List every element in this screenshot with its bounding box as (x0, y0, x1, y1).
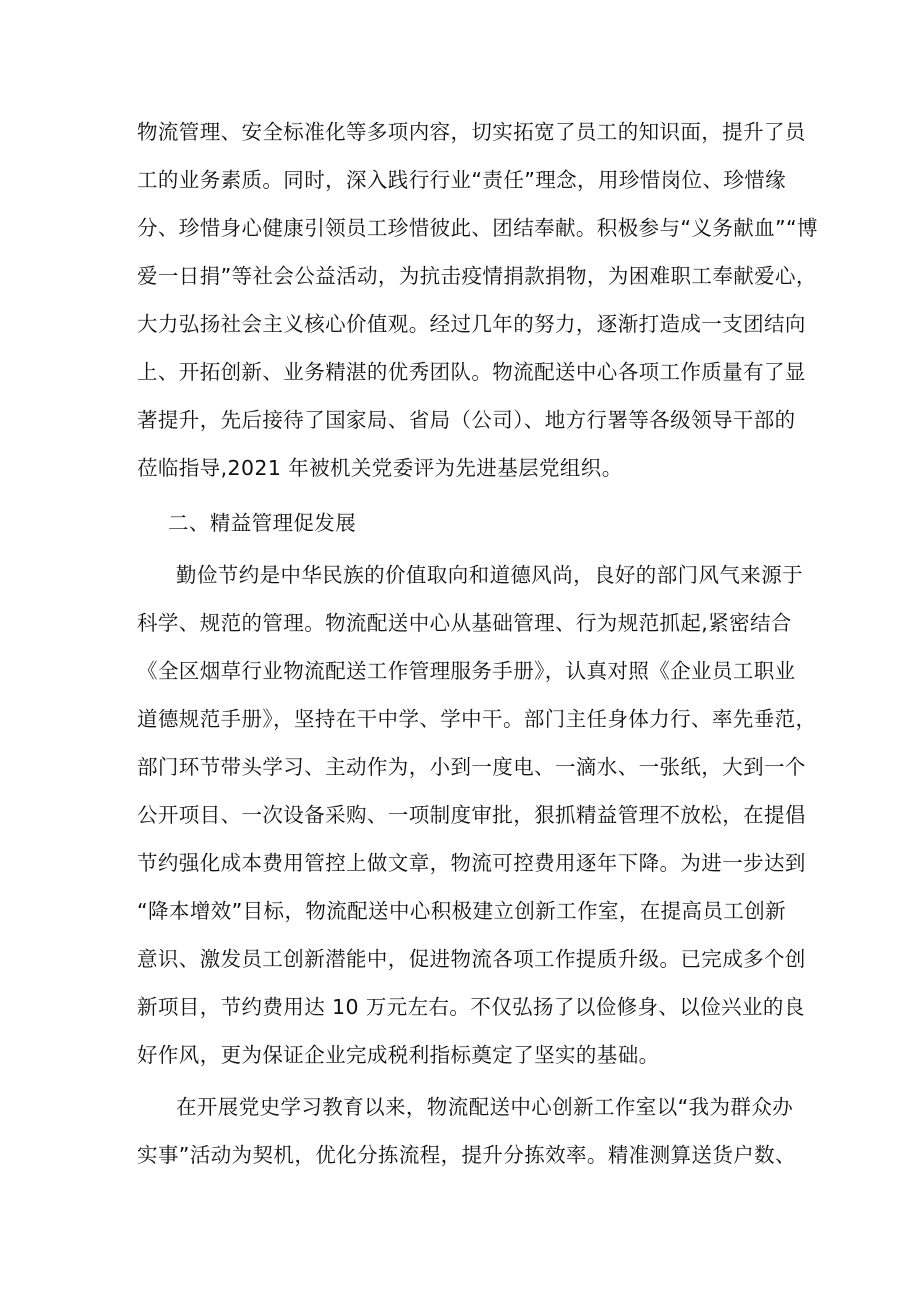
paragraph-line: 工的业务素质。同时，深入践行行业“责任”理念，用珍惜岗位、珍惜缘 (137, 168, 787, 192)
paragraph-line: 新项目，节约费用达 10 万元左右。不仅弘扬了以俭修身、以俭兴业的良 (137, 995, 805, 1019)
paragraph-line: 著提升，先后接待了国家局、省局（公司）、地方行署等各级领导干部的 (137, 408, 796, 432)
paragraph-line: 爱一日捐”等社会公益活动，为抗击疫情捐款捐物，为困难职工奉献爱心， (137, 264, 817, 288)
paragraph-line: 科学、规范的管理。物流配送中心从基础管理、行为规范抓起,紧密结合 (137, 611, 792, 635)
paragraph-line: 物流管理、安全标准化等多项内容，切实拓宽了员工的知识面，提升了员 (137, 120, 806, 144)
paragraph-line: 莅临指导,2021 年被机关党委评为先进基层党组织。 (137, 456, 623, 480)
section-heading: 二、精益管理促发展 (168, 511, 357, 535)
paragraph-line: 部门环节带头学习、主动作为，小到一度电、一滴水、一张纸，大到一个 (137, 755, 806, 779)
paragraph-line: 意识、激发员工创新潜能中，促进物流各项工作提质升级。已完成多个创 (137, 947, 806, 971)
paragraph-line: 节约强化成本费用管控上做文章，物流可控费用逐年下降。为进一步达到 (137, 851, 806, 875)
paragraph-line: 好作风，更为保证企业完成税利指标奠定了坚实的基础。 (137, 1043, 660, 1067)
paragraph-line: “降本增效”目标，物流配送中心积极建立创新工作室，在提高员工创新 (137, 899, 787, 923)
paragraph-line: 公开项目、一次设备采购、一项制度审批，狠抓精益管理不放松，在提倡 (137, 803, 806, 827)
paragraph-line: 上、开拓创新、业务精湛的优秀团队。物流配送中心各项工作质量有了显 (137, 360, 806, 384)
paragraph-line: 勤俭节约是中华民族的价值取向和道德风尚，良好的部门风气来源于 (176, 563, 803, 587)
paragraph-line: 道德规范手册》，坚持在干中学、学中干。部门主任身体力行、率先垂范， (137, 707, 817, 731)
paragraph-line: 分、珍惜身心健康引领员工珍惜彼此、团结奉献。积极参与“义务献血”“博 (137, 216, 818, 240)
paragraph-line: 在开展党史学习教育以来，物流配送中心创新工作室以“我为群众办 (176, 1095, 794, 1119)
paragraph-line: 《全区烟草行业物流配送工作管理服务手册》，认真对照《企业员工职业 (137, 659, 796, 683)
paragraph-line: 大力弘扬社会主义核心价值观。经过几年的努力，逐渐打造成一支团结向 (137, 312, 806, 336)
paragraph-line: 实事”活动为契机，优化分拣流程，提升分拣效率。精准测算送货户数、 (137, 1143, 796, 1167)
